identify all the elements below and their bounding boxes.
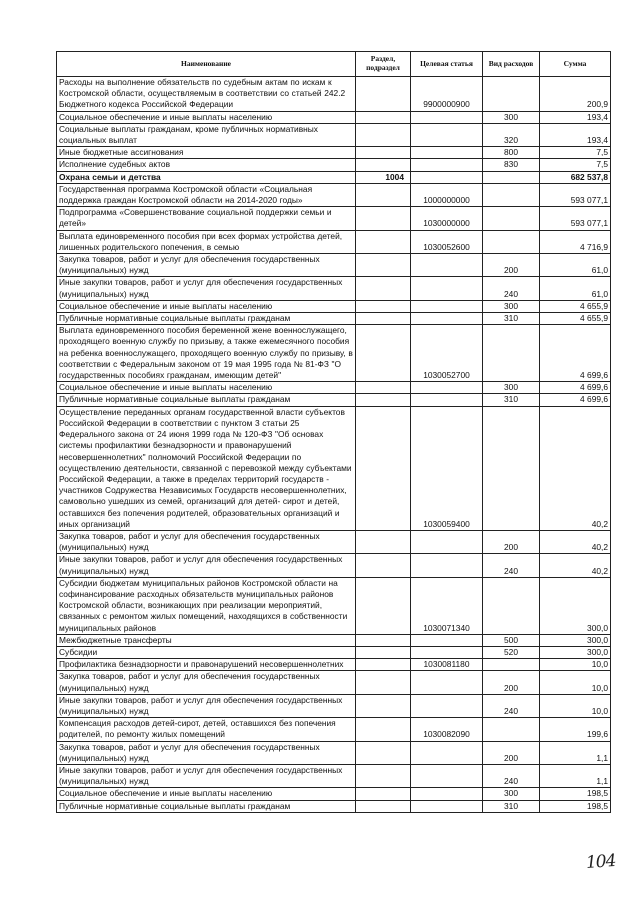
row-sum: 300,0 [540,577,611,634]
row-target [411,741,483,764]
table-row [57,741,611,764]
row-name: Социальное обеспечение и иные выплаты населению [57,111,356,123]
table-row [57,147,611,159]
row-sum: 40,2 [540,406,611,530]
row-sum: 4 699,6 [540,325,611,382]
row-name: Публичные нормативные социальные выплаты гражданам [57,800,356,812]
header-section: Раздел, подраздел [356,52,411,77]
row-type: 310 [483,394,540,406]
row-name: Социальное обеспечение и иные выплаты населению [57,382,356,394]
row-section [356,530,411,553]
row-section [356,646,411,658]
table-row [57,313,611,325]
row-section [356,77,411,112]
row-name: Межбюджетные трансферты [57,634,356,646]
row-sum: 61,0 [540,277,611,300]
table-row [57,394,611,406]
row-section [356,159,411,171]
row-type: 320 [483,123,540,146]
row-target [411,788,483,800]
row-type: 240 [483,277,540,300]
row-type: 300 [483,111,540,123]
row-sum: 7,5 [540,147,611,159]
row-section [356,394,411,406]
row-target: 1030052600 [411,230,483,253]
row-sum: 40,2 [540,530,611,553]
table-row [57,646,611,658]
row-name: Расходы на выполнение обязательств по судебным актам по искам к Костромской области, осуществляемым в соответствии со статьей 242.2 Бюджетного кодекса Российской Федерации [57,77,356,112]
row-section [356,313,411,325]
table-row [57,254,611,277]
row-name: Иные закупки товаров, работ и услуг для обеспечения государственных (муниципальных) нужд [57,277,356,300]
row-type: 800 [483,147,540,159]
row-sum: 4 655,9 [540,313,611,325]
row-name: Компенсация расходов детей-сирот, детей, оставшихся без попечения родителей, по ремонту жилых помещений [57,718,356,741]
row-sum: 4 699,6 [540,394,611,406]
table-row [57,123,611,146]
row-target [411,171,483,183]
table-row [57,634,611,646]
table-body [57,77,611,813]
row-sum: 198,5 [540,800,611,812]
table-row [57,659,611,671]
table-row [57,300,611,312]
row-sum: 300,0 [540,634,611,646]
row-section [356,300,411,312]
row-sum: 4 699,6 [540,382,611,394]
table-row [57,382,611,394]
row-name: Иные закупки товаров, работ и услуг для обеспечения государственных (муниципальных) нужд [57,694,356,717]
row-target [411,277,483,300]
row-type: 500 [483,634,540,646]
row-type: 300 [483,382,540,394]
row-name: Закупка товаров, работ и услуг для обеспечения государственных (муниципальных) нужд [57,671,356,694]
row-sum: 200,9 [540,77,611,112]
row-type: 520 [483,646,540,658]
row-sum: 198,5 [540,788,611,800]
row-target: 1030052700 [411,325,483,382]
row-name: Государственная программа Костромской области «Социальная поддержка граждан Костромской области на 2014-2020 годы» [57,183,356,206]
row-section [356,694,411,717]
row-name: Социальное обеспечение и иные выплаты населению [57,788,356,800]
table-row [57,554,611,577]
row-name: Выплата единовременного пособия беременной жене военнослужащего, проходящего военную службу по призыву, а также ежемесячного пособия на ребенка военнослужащего, проходящего военную службу по призыву, в соответствии с Федеральным законом от 19 мая 1995 года № 81-ФЗ "О государственных пособиях гражданам, имеющим детей" [57,325,356,382]
table-row [57,207,611,230]
table-row [57,325,611,382]
row-sum: 593 077,1 [540,183,611,206]
row-name: Закупка товаров, работ и услуг для обеспечения государственных (муниципальных) нужд [57,254,356,277]
row-section [356,634,411,646]
table-row [57,718,611,741]
budget-table [56,51,611,813]
row-type: 200 [483,671,540,694]
row-sum: 4 716,9 [540,230,611,253]
row-target [411,313,483,325]
row-sum: 193,4 [540,111,611,123]
row-target: 9900000900 [411,77,483,112]
row-sum: 593 077,1 [540,207,611,230]
row-name: Охрана семьи и детства [57,171,356,183]
row-section [356,111,411,123]
table-row [57,277,611,300]
row-target [411,123,483,146]
table-row [57,111,611,123]
row-section [356,659,411,671]
row-sum: 10,0 [540,659,611,671]
row-type: 240 [483,764,540,787]
row-section [356,147,411,159]
row-target: 1030000000 [411,207,483,230]
row-name: Публичные нормативные социальные выплаты гражданам [57,313,356,325]
row-name: Закупка товаров, работ и услуг для обеспечения государственных (муниципальных) нужд [57,741,356,764]
row-section [356,325,411,382]
row-type [483,77,540,112]
table-row [57,159,611,171]
row-type [483,577,540,634]
table-row [57,77,611,112]
row-sum: 4 655,9 [540,300,611,312]
table-row [57,764,611,787]
row-sum: 1,1 [540,741,611,764]
row-type [483,406,540,530]
row-type: 310 [483,800,540,812]
row-type [483,325,540,382]
row-sum: 40,2 [540,554,611,577]
row-target [411,634,483,646]
row-target [411,694,483,717]
row-type: 830 [483,159,540,171]
row-section [356,741,411,764]
row-type [483,183,540,206]
row-name: Исполнение судебных актов [57,159,356,171]
row-target [411,554,483,577]
row-type: 300 [483,300,540,312]
row-target: 1030082090 [411,718,483,741]
row-target [411,800,483,812]
row-target: 1030081180 [411,659,483,671]
row-name: Иные закупки товаров, работ и услуг для обеспечения государственных (муниципальных) нужд [57,764,356,787]
row-name: Субсидии [57,646,356,658]
row-name: Публичные нормативные социальные выплаты гражданам [57,394,356,406]
row-target [411,254,483,277]
row-section [356,406,411,530]
row-name: Иные закупки товаров, работ и услуг для обеспечения государственных (муниципальных) нужд [57,554,356,577]
row-sum: 199,6 [540,718,611,741]
row-type: 240 [483,554,540,577]
row-section [356,718,411,741]
row-name: Социальные выплаты гражданам, кроме публичных нормативных социальных выплат [57,123,356,146]
row-target: 1000000000 [411,183,483,206]
table-header-row [57,52,611,77]
row-section [356,230,411,253]
row-name: Закупка товаров, работ и услуг для обеспечения государственных (муниципальных) нужд [57,530,356,553]
row-name: Иные бюджетные ассигнования [57,147,356,159]
row-section [356,123,411,146]
row-target [411,764,483,787]
row-name: Профилактика безнадзорности и правонарушений несовершеннолетних [57,659,356,671]
row-sum: 7,5 [540,159,611,171]
row-sum: 300,0 [540,646,611,658]
row-type [483,171,540,183]
row-type [483,207,540,230]
row-type: 300 [483,788,540,800]
table-row [57,800,611,812]
header-sum: Сумма [540,52,611,77]
row-section [356,277,411,300]
row-section [356,671,411,694]
row-target [411,300,483,312]
row-type: 200 [483,254,540,277]
header-name: Наименование [57,52,356,77]
row-type [483,718,540,741]
row-name: Подпрограмма «Совершенствование социальной поддержки семьи и детей» [57,207,356,230]
table-row [57,171,611,183]
row-sum: 61,0 [540,254,611,277]
row-name: Социальное обеспечение и иные выплаты населению [57,300,356,312]
row-type [483,659,540,671]
row-section [356,577,411,634]
row-section: 1004 [356,171,411,183]
row-type: 310 [483,313,540,325]
row-type: 200 [483,530,540,553]
row-section [356,382,411,394]
row-section [356,183,411,206]
row-sum: 10,0 [540,671,611,694]
handwritten-page-number: 104 [585,850,617,874]
table-row [57,694,611,717]
row-target: 1030059400 [411,406,483,530]
row-target [411,646,483,658]
row-sum: 1,1 [540,764,611,787]
table-row [57,406,611,530]
table-row [57,577,611,634]
row-target [411,671,483,694]
row-target [411,147,483,159]
table-row [57,671,611,694]
row-section [356,764,411,787]
row-target [411,111,483,123]
table-row [57,183,611,206]
table-row [57,530,611,553]
row-target: 1030071340 [411,577,483,634]
row-section [356,800,411,812]
table-row [57,230,611,253]
row-name: Субсидии бюджетам муниципальных районов Костромской области на софинансирование расходных обязательств муниципальных районов Костромской области, возникающих при реализации мероприятий, связанных с ремонтом жилых помещений, находящихся в собственности муниципальных районов [57,577,356,634]
row-sum: 682 537,8 [540,171,611,183]
row-type [483,230,540,253]
row-target [411,394,483,406]
row-section [356,254,411,277]
row-name: Выплата единовременного пособия при всех формах устройства детей, лишенных родительского попечения, в семью [57,230,356,253]
row-section [356,207,411,230]
row-type: 240 [483,694,540,717]
row-section [356,788,411,800]
row-target [411,159,483,171]
table-row [57,788,611,800]
row-target [411,382,483,394]
row-name: Осуществление переданных органам государственной власти субъектов Российской Федерации в соответствии с пунктом 3 статьи 25 Федерального закона от 24 июня 1999 года № 120-ФЗ "Об основах системы профилактики безнадзорности и правонарушений несовершеннолетних" полномочий Российской Федерации по осуществлению деятельности, связанной с перевозкой между субъектами Российской Федерации, а также в пределах территорий государств - участников Содружества Независимых Государств несовершеннолетних, самовольно ушедших из семей, организаций для детей- сирот и детей, оставшихся без попечения родителей, образовательных организаций и иных организаций [57,406,356,530]
row-section [356,554,411,577]
row-type: 200 [483,741,540,764]
header-target: Целевая статья [411,52,483,77]
row-target [411,530,483,553]
row-sum: 193,4 [540,123,611,146]
header-type: Вид расходов [483,52,540,77]
budget-table-sheet [56,51,610,813]
row-sum: 10,0 [540,694,611,717]
